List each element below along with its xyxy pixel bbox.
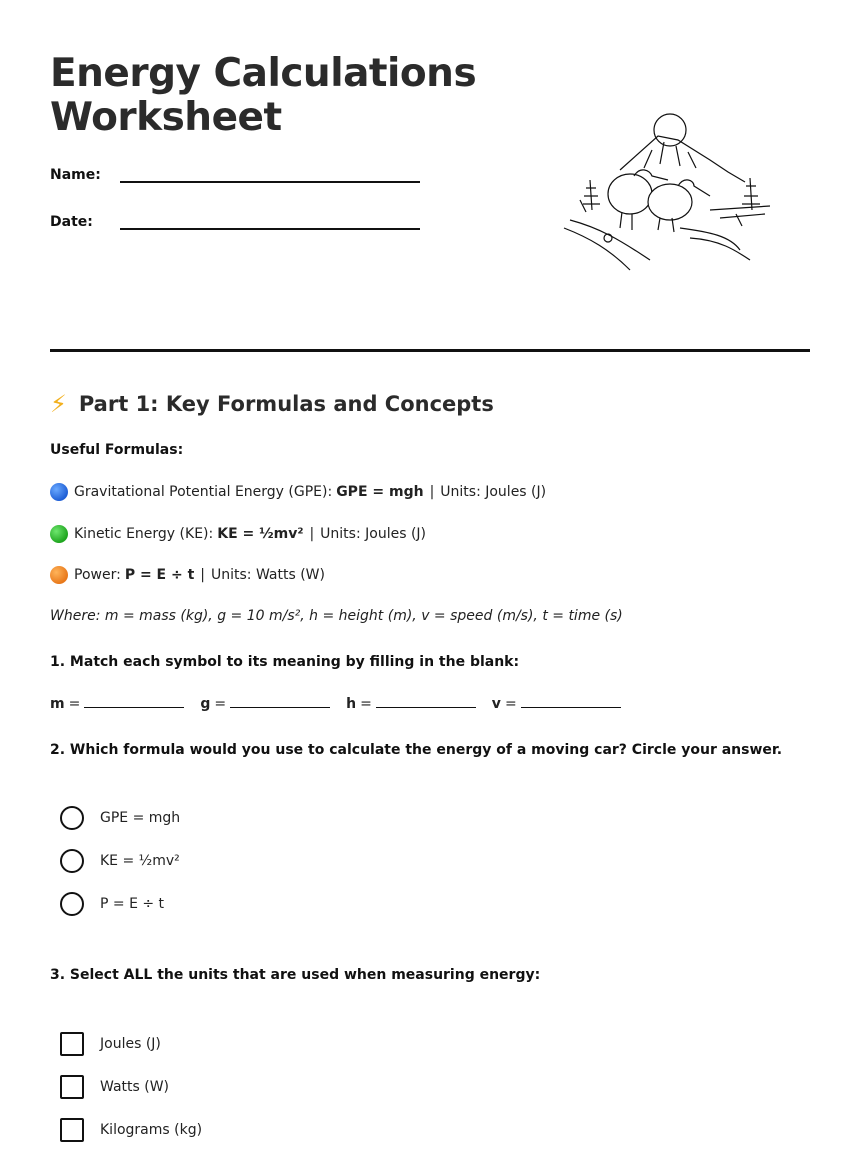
- checkbox-option-joules[interactable]: [60, 1032, 161, 1056]
- symbol-blanks: [50, 696, 637, 712]
- formula-separator: |: [200, 567, 206, 583]
- equals-sign: =: [214, 696, 227, 712]
- formula-separator: |: [429, 484, 435, 500]
- date-field[interactable]: [120, 228, 420, 230]
- symbol-label: g: [200, 696, 211, 712]
- part1-heading: [50, 390, 494, 418]
- formula-ke: [50, 525, 426, 543]
- formula-units: Units: Watts (W): [211, 567, 325, 583]
- radio-circle-icon[interactable]: [60, 892, 84, 916]
- symbol-label: m: [50, 696, 65, 712]
- worksheet-page: [50, 0, 810, 1161]
- radio-option-gpe[interactable]: [60, 806, 180, 830]
- formula-label: Kinetic Energy (KE):: [74, 526, 214, 542]
- formula-label: Gravitational Potential Energy (GPE):: [74, 484, 333, 500]
- blank-item-m: [50, 696, 184, 712]
- answer-blank[interactable]: [84, 697, 184, 708]
- equals-sign: =: [68, 696, 81, 712]
- equals-sign: =: [504, 696, 517, 712]
- question-1-prompt: 1. Match each symbol to its meaning by filling in the blank:: [50, 654, 520, 670]
- option-label: Joules (J): [100, 1036, 161, 1052]
- orange-circle-icon: [50, 566, 68, 584]
- option-label: GPE = mgh: [100, 810, 181, 826]
- answer-blank[interactable]: [230, 697, 330, 708]
- formula-expression: P = E ÷ t: [124, 567, 195, 583]
- lightning-icon: ⚡: [50, 390, 67, 418]
- option-label: Watts (W): [100, 1079, 170, 1095]
- formula-expression: KE = ½mv²: [217, 526, 304, 542]
- variable-legend: Where: m = mass (kg), g = 10 m/s², h = height (m), v = speed (m/s), t = time (s): [50, 608, 623, 624]
- symbol-label: v: [491, 696, 501, 712]
- formula-separator: |: [309, 526, 315, 542]
- blank-item-g: [200, 696, 330, 712]
- checkbox-option-watts[interactable]: [60, 1075, 169, 1099]
- name-field[interactable]: [120, 181, 420, 183]
- useful-formulas-label: Useful Formulas:: [50, 442, 184, 458]
- option-label: Kilograms (kg): [100, 1122, 203, 1138]
- radio-option-ke[interactable]: [60, 849, 180, 873]
- date-field-row: [50, 214, 420, 244]
- equals-sign: =: [360, 696, 372, 712]
- formula-units: Units: Joules (J): [320, 526, 426, 542]
- answer-blank[interactable]: [376, 697, 476, 708]
- blank-item-h: [346, 696, 476, 712]
- question-2-prompt: 2. Which formula would you use to calculate the energy of a moving car? Circle your answer.: [50, 742, 783, 758]
- formula-units: Units: Joules (J): [440, 484, 547, 500]
- checkbox-square-icon[interactable]: [60, 1118, 84, 1142]
- blue-circle-icon: [50, 483, 68, 501]
- formula-gpe: [50, 483, 546, 501]
- green-circle-icon: [50, 525, 68, 543]
- part1-title: Part 1: Key Formulas and Concepts: [78, 392, 494, 416]
- option-label: KE = ½mv²: [100, 853, 180, 869]
- formula-power: [50, 566, 325, 584]
- date-label: Date:: [50, 214, 93, 230]
- page-title: Energy Calculations Worksheet: [50, 51, 477, 140]
- formula-label: Power:: [74, 567, 121, 583]
- formula-expression: GPE = mgh: [336, 484, 424, 500]
- checkbox-square-icon[interactable]: [60, 1032, 84, 1056]
- radio-circle-icon[interactable]: [60, 806, 84, 830]
- name-field-row: [50, 167, 420, 197]
- name-label: Name:: [50, 167, 101, 183]
- section-divider: [50, 349, 810, 352]
- option-label: P = E ÷ t: [100, 896, 165, 912]
- checkbox-square-icon[interactable]: [60, 1075, 84, 1099]
- kiwi-mountain-illustration: [560, 110, 780, 275]
- blank-item-v: [492, 696, 621, 712]
- question-3-prompt: 3. Select ALL the units that are used when measuring energy:: [50, 967, 541, 983]
- answer-blank[interactable]: [521, 697, 621, 708]
- radio-circle-icon[interactable]: [60, 849, 84, 873]
- radio-option-power[interactable]: [60, 892, 164, 916]
- symbol-label: h: [346, 696, 357, 712]
- checkbox-option-kilograms[interactable]: [60, 1118, 202, 1142]
